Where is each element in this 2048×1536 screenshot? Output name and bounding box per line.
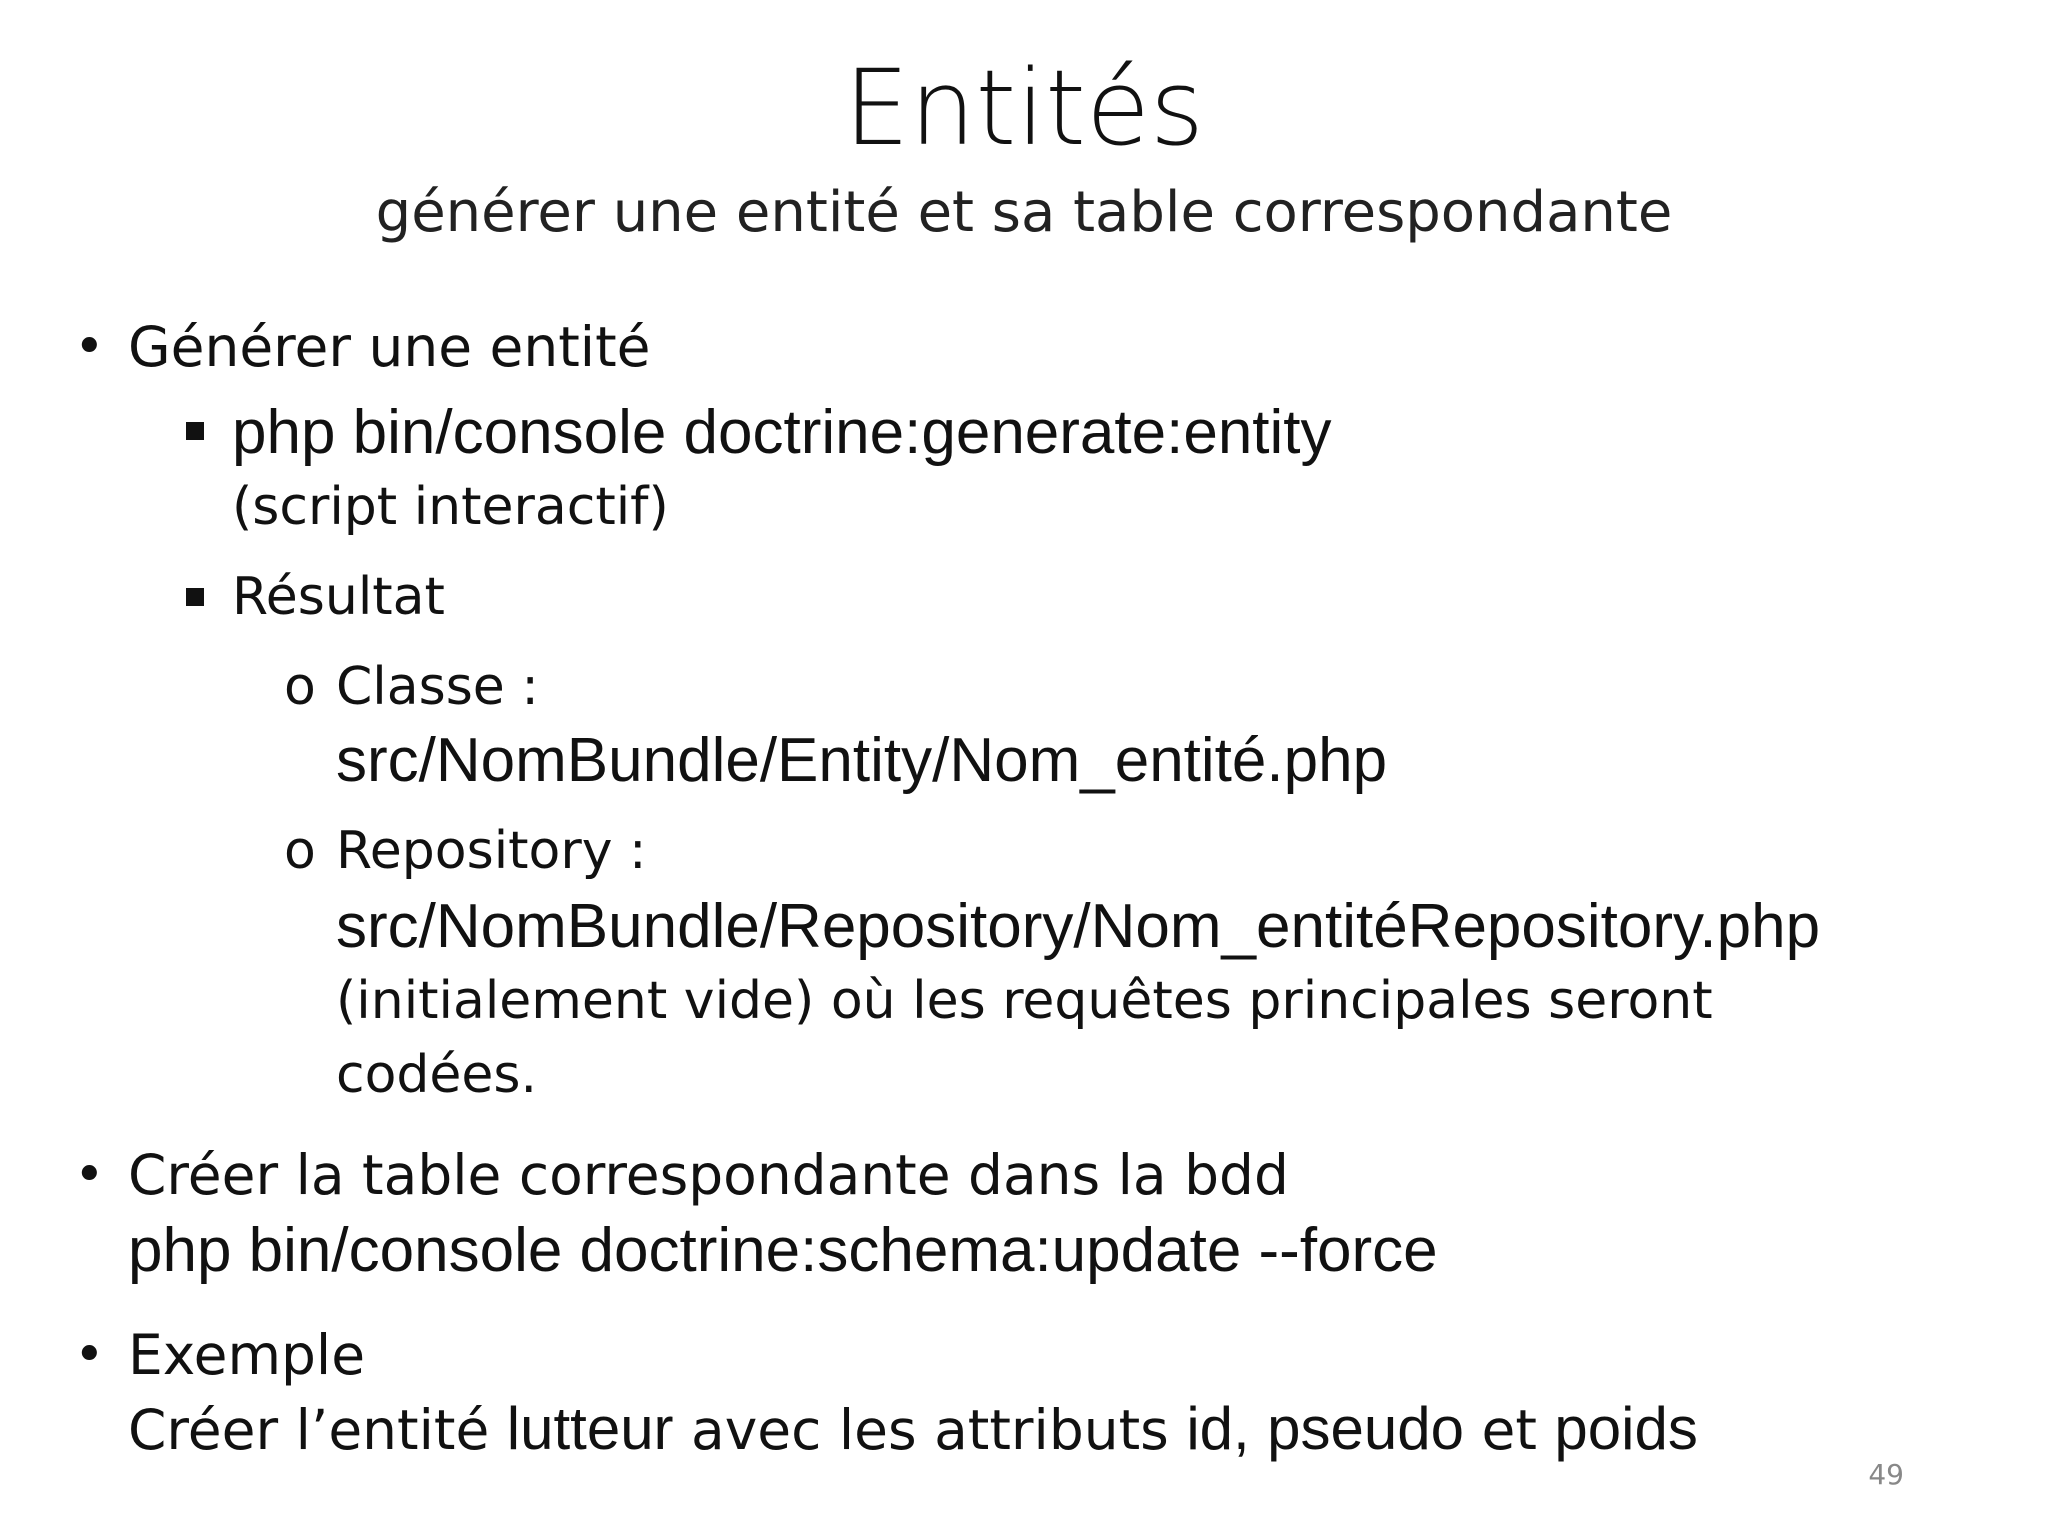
bullet-creer-table: Créer la table correspondante dans la bdd (128, 1143, 1289, 1207)
page-number: 49 (1868, 1458, 1904, 1491)
code-schema-update: php bin/console doctrine:schema:update --force (128, 1216, 1438, 1285)
square-bullet (186, 588, 204, 606)
exemple-mid: avec les attributs (673, 1398, 1187, 1462)
bullet-dot: • (74, 1325, 105, 1385)
bullet-dot: • (74, 317, 105, 377)
classe-label: Classe : (336, 657, 539, 717)
script-interactif-note: (script interactif) (232, 477, 669, 537)
repository-label: Repository : (336, 821, 647, 881)
resultat-label: Résultat (232, 567, 445, 627)
classe-path: src/NomBundle/Entity/Nom_entité.php (336, 726, 1388, 795)
circle-bullet: o (284, 657, 316, 717)
attr-id: id, (1186, 1395, 1250, 1462)
attr-pseudo: pseudo (1267, 1395, 1465, 1462)
exemple-description (128, 1394, 1698, 1465)
circle-bullet: o (284, 821, 316, 881)
attr-poids: poids (1554, 1395, 1698, 1462)
repository-note-line2: codées. (336, 1045, 538, 1105)
exemple-and: et (1464, 1398, 1555, 1462)
exemple-prefix: Créer l’entité (128, 1398, 507, 1462)
bullet-dot: • (74, 1145, 105, 1205)
square-bullet (186, 422, 204, 440)
repository-path: src/NomBundle/Repository/Nom_entitéRepository.php (336, 892, 1821, 961)
bullet-generer-entite: Générer une entité (128, 315, 651, 379)
code-generate-entity: php bin/console doctrine:generate:entity (232, 398, 1332, 467)
bullet-exemple: Exemple (128, 1323, 366, 1387)
entity-name-lutteur: lutteur (506, 1395, 674, 1462)
slide-title: Entités (843, 47, 1205, 169)
repository-note-line1: (initialement vide) où les requêtes principales seront (336, 971, 1713, 1031)
slide-subtitle: générer une entité et sa table correspondante (375, 180, 1673, 245)
